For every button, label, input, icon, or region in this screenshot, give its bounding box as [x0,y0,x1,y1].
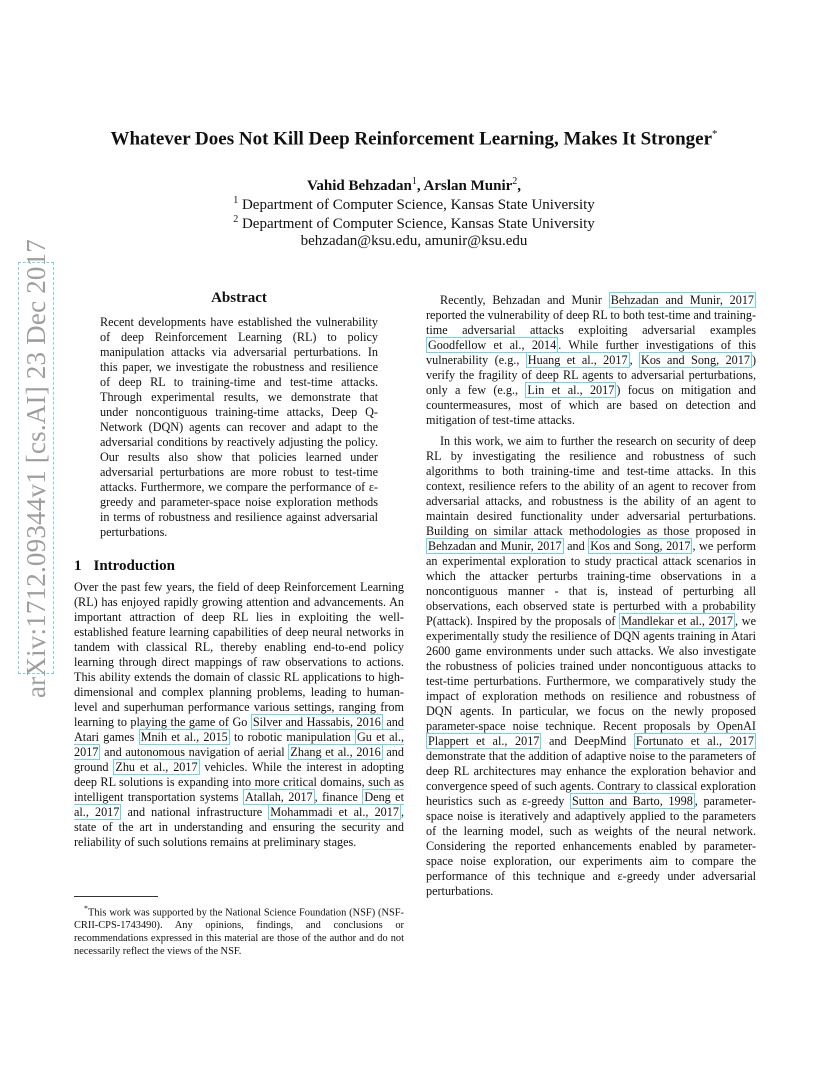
author-name: Vahid Behzadan [306,178,412,194]
author-separator: , [416,178,424,194]
text-run: . While further investigations of this vulnerability (e.g., [426,338,756,367]
text-run: , we experimentally study the resilience of DQN agents training in Atari 2600 game environments under such attacks. We also investigate the robustness of policies trained under noncontiguous attacks to test-time perturbations. Furthermore, we comparatively study the impact of exploration methods on resilience and robustness of DQN agents. In particular, we focus on the newly proposed parameter-space noise technique. Recent proposals by OpenAI [426,614,756,733]
citation-link[interactable]: Deng et al., 2017 [74,790,404,819]
text-run: In this work, we aim to further the research on security of deep RL by investigating the resilience and robustness of such algorithms to both training-time and test-time attacks. In this context, resilience refers to the ability of an agent to recover from adversarial attacks, and robustness is the ability of an agent to maintain desired functionality under adversarial perturbations. Building on similar attack methodologies as those proposed in [426,434,756,538]
text-run: and DeepMind [541,734,634,748]
text-run: vehicles. While the interest in adopting deep RL solutions is expanding into more critical domains, such as intelligent transportation systems [74,760,405,804]
section-number: 1 [74,558,82,574]
text-run: , finance [314,790,363,804]
text-run: and national infrastructure [121,805,269,819]
text-run: and ground [74,745,404,774]
title-footnote-mark: * [712,128,718,140]
author-sup: 1 [411,176,417,187]
citation-link[interactable]: Mohammadi et al., 2017 [270,805,399,819]
footnote-mark: * [84,904,88,913]
text-run: , we perform an experimental exploration to study practical attack scenarios in which the attacker perturbs training-time observations in a noncontiguous manner - that is, instead of perturbing all observations, each observed state is perturbed with a probability P(attack). Inspired by the proposals of [426,539,757,628]
section-title: Introduction [93,558,175,574]
citation-link[interactable]: Kos and Song, 2017 [641,353,750,367]
citation-link[interactable]: Goodfellow et al., 2014 [428,338,557,352]
affiliation-sup: 2 [233,214,239,225]
author-emails: behzadan@ksu.edu, amunir@ksu.edu [300,233,528,249]
author-line [0,176,828,195]
left-column [74,290,404,850]
text-run: and autonomous navigation of aerial [100,745,289,759]
intro-paragraph-3 [426,434,756,899]
footnote-text: This work was supported by the National Science Foundation (NSF) (NSF-CRII-CPS-1743490). Any opinions, findings, and conclusions or recommendations expressed in this material are those of the author and do not necessarily reflect the views of the NSF. [74,907,404,958]
affiliation-text: Department of Computer Science, Kansas State University [241,197,595,213]
abstract-heading: Abstract [211,290,267,306]
affiliation-text: Department of Computer Science, Kansas State University [241,216,595,232]
citation-link[interactable]: Atallah, 2017 [244,790,313,804]
paper-title [0,128,828,150]
citation-link[interactable]: Kos and Song, 2017 [590,539,691,553]
text-run: , [629,353,640,367]
citation-link[interactable]: Zhang et al., 2016 [290,745,381,759]
citation-link[interactable]: Gu et al., 2017 [74,730,404,759]
citation-link[interactable]: Mnih et al., 2015 [140,730,228,744]
citation-link[interactable]: Lin et al., 2017 [527,383,615,397]
title-text: Whatever Does Not Kill Deep Reinforcement Learning, Makes It Stronger [110,128,713,150]
citation-link[interactable]: Plappert et al., 2017 [428,734,540,748]
intro-paragraph-2 [426,293,756,428]
affiliation-sup: 1 [233,195,239,206]
author-separator: , [517,178,522,194]
arxiv-stamp [18,238,54,698]
citation-link[interactable]: Behzadan and Munir, 2017 [428,539,562,553]
citation-link[interactable]: Fortunato et al., 2017 [635,734,754,748]
intro-paragraph-1 [74,580,404,850]
affiliation-1 [0,195,828,214]
citation-link[interactable]: Behzadan and Munir, 2017 [610,293,755,307]
author-sup: 2 [512,176,518,187]
section-heading-introduction [74,558,404,575]
text-run: and [563,539,589,553]
author-name: Arslan Munir [423,178,513,194]
affiliation-2 [0,214,828,233]
right-column [426,293,756,899]
text-run: , state of the art in understanding and ensuring the security and reliability of such solutions remains at preliminary stages. [74,805,405,849]
citation-link[interactable]: Zhu et al., 2017 [115,760,198,774]
arxiv-id: arXiv:1712.09344v1 [cs.AI] 23 Dec 2017 [20,238,51,698]
abstract-body: Recent developments have established the vulnerability of deep Reinforcement Learning (RL) to policy manipulation attacks via adversarial perturbations. In this paper, we investigate the robustness and resilience of deep RL to training-time and test-time attacks. Through experimental results, we demonstrate that under noncontiguous training-time attacks, Deep Q-Network (DQN) agents can recover and adapt to the adversarial conditions by reactively adjusting the policy. Our results also show that policies learned under adversarial perturbations are more robust to test-time attacks. Furthermore, we compare the performance of ε-greedy and parameter-space noise exploration methods in terms of robustness and resilience against adversarial perturbations. [100,315,378,539]
text-run: and Atari games [74,715,404,744]
text-run: , parameter-space noise is iteratively and adaptively applied to the parameters of the learning model, such as weights of the neural network. Considering the reported enhancements enabled by parameter-space noise exploration, our experiments aim to compare the performance of this technique and ε-greedy under adversarial perturbations. [426,794,756,898]
text-run: Over the past few years, the field of deep Reinforcement Learning (RL) has enjoyed rapidly growing attention and advancements. An important attraction of deep RL lies in exploiting the well-established feature learning capabilities of deep neural networks in tandem with classical RL, thereby enabling end-to-end policy learning through direct mappings of raw observations to actions. This ability extends the domain of classic RL applications to high-dimensional and complex planning problems, leading to human-level and superhuman performance various settings, ranging from learning to playing the game of Go [74,580,404,729]
text-run: ) focus on mitigation and countermeasures, most of which are based on detection and mitigation of test-time attacks. [426,383,756,427]
footnote [74,902,404,958]
citation-link[interactable]: Sutton and Barto, 1998 [572,794,693,808]
citation-link[interactable]: Silver and Hassabis, 2016 [252,715,381,729]
text-run: reported the vulnerability of deep RL to both test-time and training-time adversarial attacks exploiting adversarial examples [426,308,756,337]
citation-link[interactable]: Huang et al., 2017 [527,353,628,367]
text-run: demonstrate that the addition of adaptive noise to the parameters of deep RL architectures may enhance the exploration behavior and convergence speed of such agents. Contrary to classical exploration heuristics such as ε-greedy [426,749,756,808]
text-run: Recently, Behzadan and Munir [440,293,609,307]
text-run: to robotic manipulation [229,730,355,744]
footnote-rule [74,896,158,897]
text-run: ) verify the fragility of deep RL agents to adversarial perturbations, only a few (e.g., [426,353,757,397]
citation-link[interactable]: Mandlekar et al., 2017 [621,614,734,628]
